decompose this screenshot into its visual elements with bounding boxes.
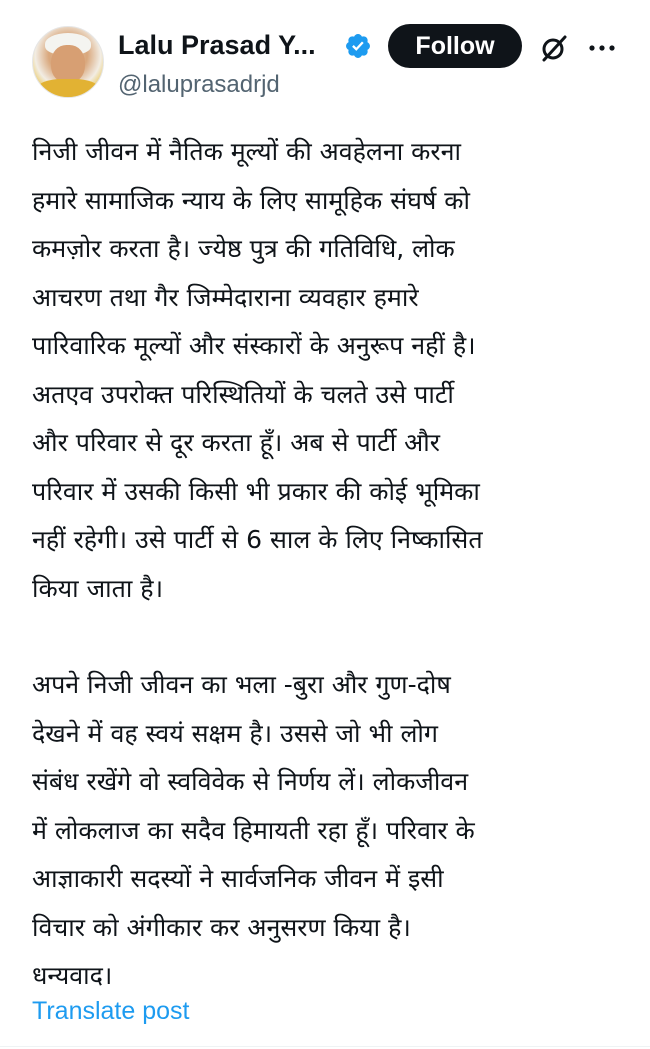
more-options-icon[interactable] xyxy=(586,32,618,64)
post-paragraph-1: निजी जीवन में नैतिक मूल्यों की अवहेलना करना हमारे सामाजिक न्याय के लिए सामूहिक संघर्ष को कमज़ोर करता है। ज्येष्ठ पुत्र की गतिविधि, लोक आचरण तथा गैर जिम्मेदाराना व्यवहार हमारे पारिवारिक मूल्यों और संस्कारों के अनुरूप नहीं है। अतएव उपरोक्त परिस्थितियों के चलते उसे पार्टी और परिवार से दूर करता हूँ। अब से पार्टी और परिवार में उसकी किसी भी प्रकार की कोई भूमिका नहीं रहेगी। उसे पार्टी से 6 साल के लिए निष्कासित किया जाता है। xyxy=(32,137,483,603)
bottom-divider xyxy=(0,1046,650,1047)
avatar-scarf xyxy=(37,79,99,98)
author-avatar[interactable] xyxy=(32,26,104,98)
follow-button[interactable]: Follow xyxy=(388,24,522,68)
translate-post-link[interactable]: Translate post xyxy=(32,997,190,1025)
author-handle[interactable]: @laluprasadrjd xyxy=(118,71,280,98)
post-paragraph-2: अपने निजी जीवन का भला -बुरा और गुण-दोष देखने में वह स्वयं सक्षम है। उससे जो भी लोग संबंध रखेंगे वो स्वविवेक से निर्णय लें। लोकजीवन में लोकलाज का सदैव हिमायती रहा हूँ। परिवार के आज्ञाकारी सदस्यों ने सार्वजनिक जीवन में इसी विचार को अंगीकार कर अनुसरण किया है। धन्यवाद। xyxy=(32,670,475,990)
grok-icon[interactable] xyxy=(538,32,570,64)
post-header xyxy=(0,0,650,110)
verified-badge-icon xyxy=(344,32,372,60)
author-name[interactable]: Lalu Prasad Y... xyxy=(118,30,316,60)
avatar-face xyxy=(51,45,85,83)
post-text xyxy=(32,128,632,1001)
